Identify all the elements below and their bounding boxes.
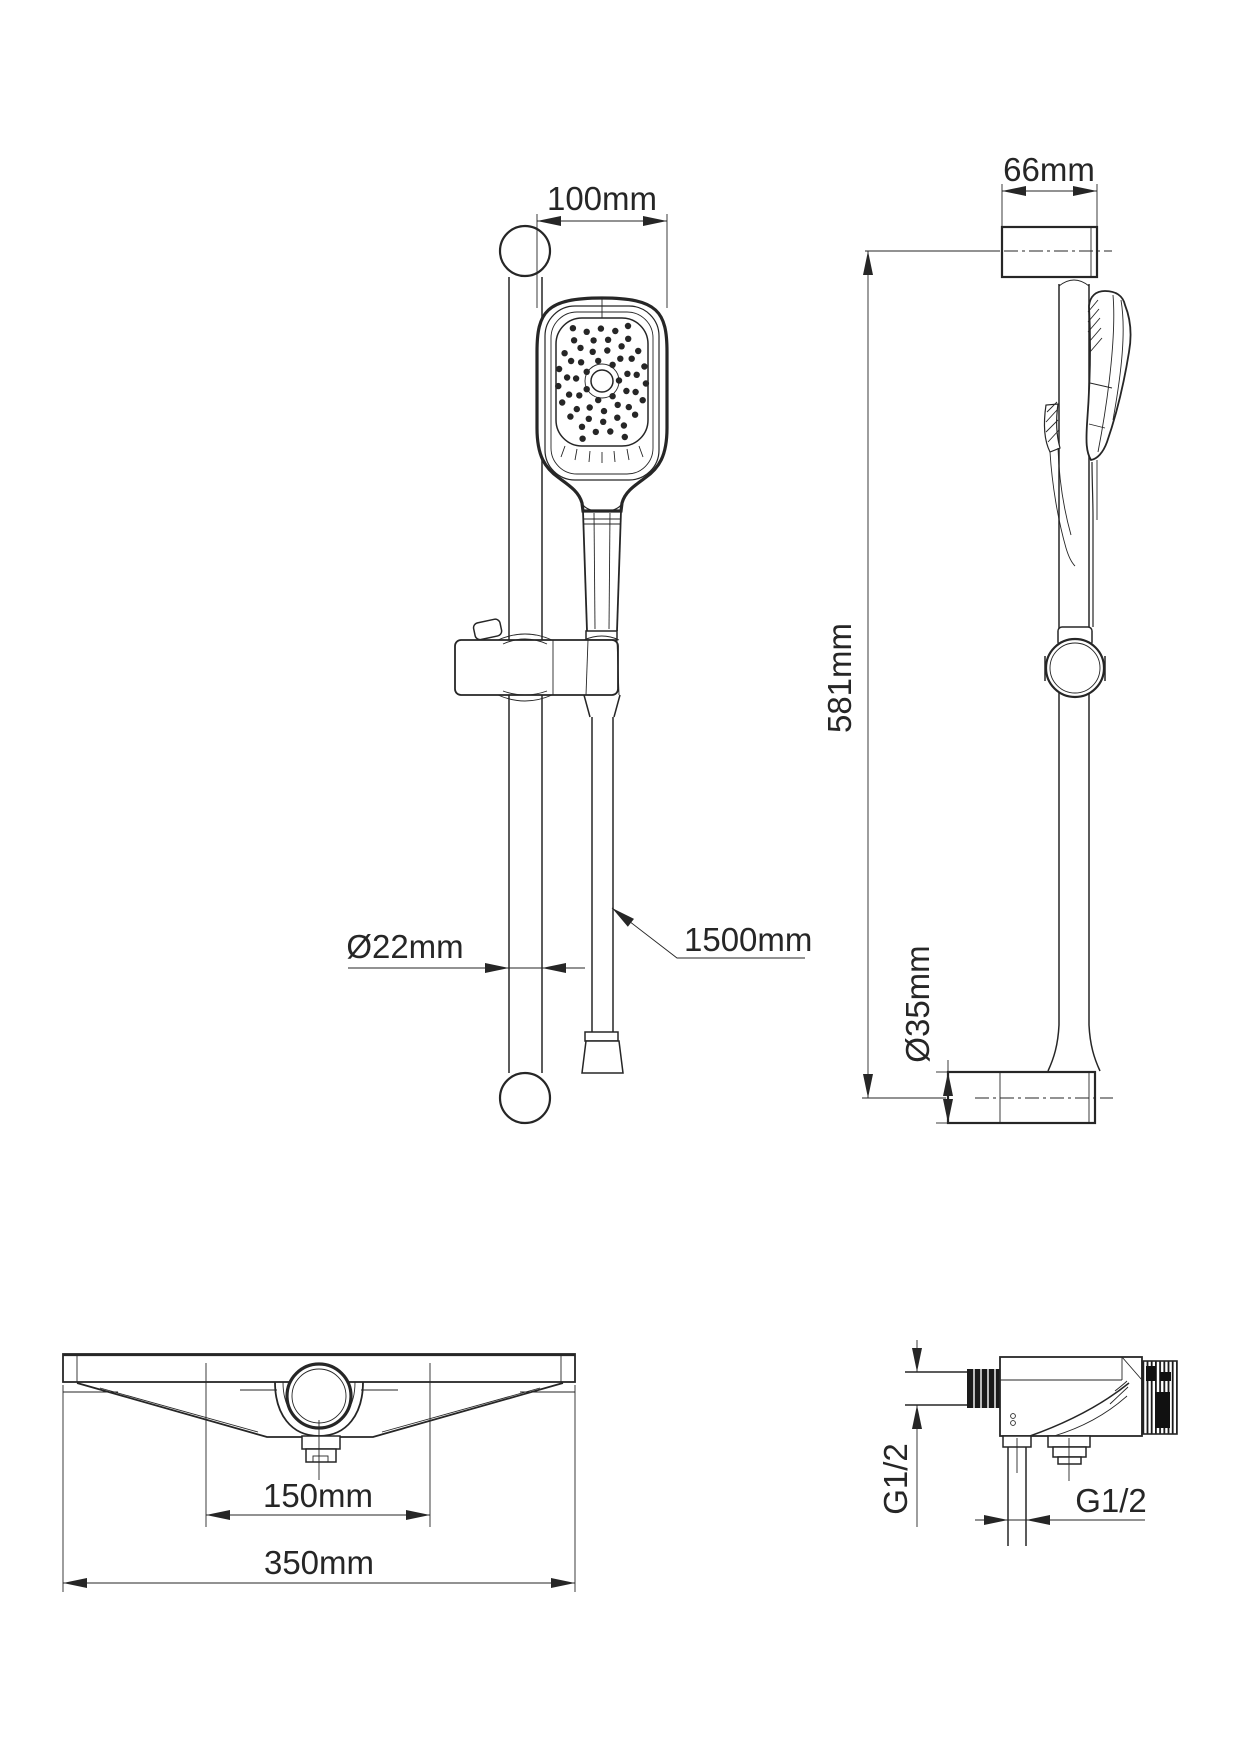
valve-side-view [877,1340,1177,1546]
spout-outlet-step3 [1058,1457,1081,1464]
dimension-inlet-thread [877,1340,917,1527]
handle [583,505,621,640]
dim-label-overall-width: 350mm [263,1544,375,1581]
handle-band [1044,404,1060,452]
dim-label-hole-spacing: 150mm [262,1477,374,1514]
side-view-shower-rail [821,151,1131,1123]
rail-bottom-flange [500,1073,550,1123]
dim-label-bracket-diameter: Ø35mm [899,945,936,1063]
control-wheel [1142,1361,1177,1434]
spout-outlet-step2 [1053,1447,1086,1457]
dim-label-bracket-width: 66mm [1003,151,1095,188]
rail-socket-ring [287,1364,351,1428]
dimension-bracket-diameter [899,945,950,1123]
dim-label-bar-height: 581mm [821,622,858,734]
rail-top-flange [500,226,550,276]
dim-label-head-width: 100mm [546,180,658,217]
shower-hose [582,695,623,1073]
slider-lock-lever [473,618,503,640]
outlet-stem-flange [302,1436,340,1449]
dimension-outlet-thread [975,1482,1147,1520]
hand-shower-head [537,298,667,640]
dim-label-hose-length: 1500mm [684,921,813,958]
hose-end-cone [582,1041,623,1073]
dimension-head-width [537,180,667,308]
inlet-connector [905,1369,1000,1408]
dim-label-rail-diameter: Ø22mm [346,928,464,965]
slider-knob-side [1045,627,1105,697]
hand-shower-side [1044,291,1130,627]
valve-body [1000,1357,1142,1436]
hose-end-nut [585,1032,618,1041]
leader-hose-length [612,908,812,958]
top-wall-bracket [865,227,1112,277]
dim-label-inlet-thread: G1/2 [877,1443,914,1515]
dimension-rail-diameter [346,928,585,968]
front-view-shower-rail [346,180,812,1123]
dim-label-outlet-thread: G1/2 [1075,1482,1147,1519]
bottom-wall-bracket [948,1072,1113,1123]
top-view-mixer [63,1354,575,1592]
outlet-stem [306,1449,336,1462]
hose-nut [586,631,617,640]
